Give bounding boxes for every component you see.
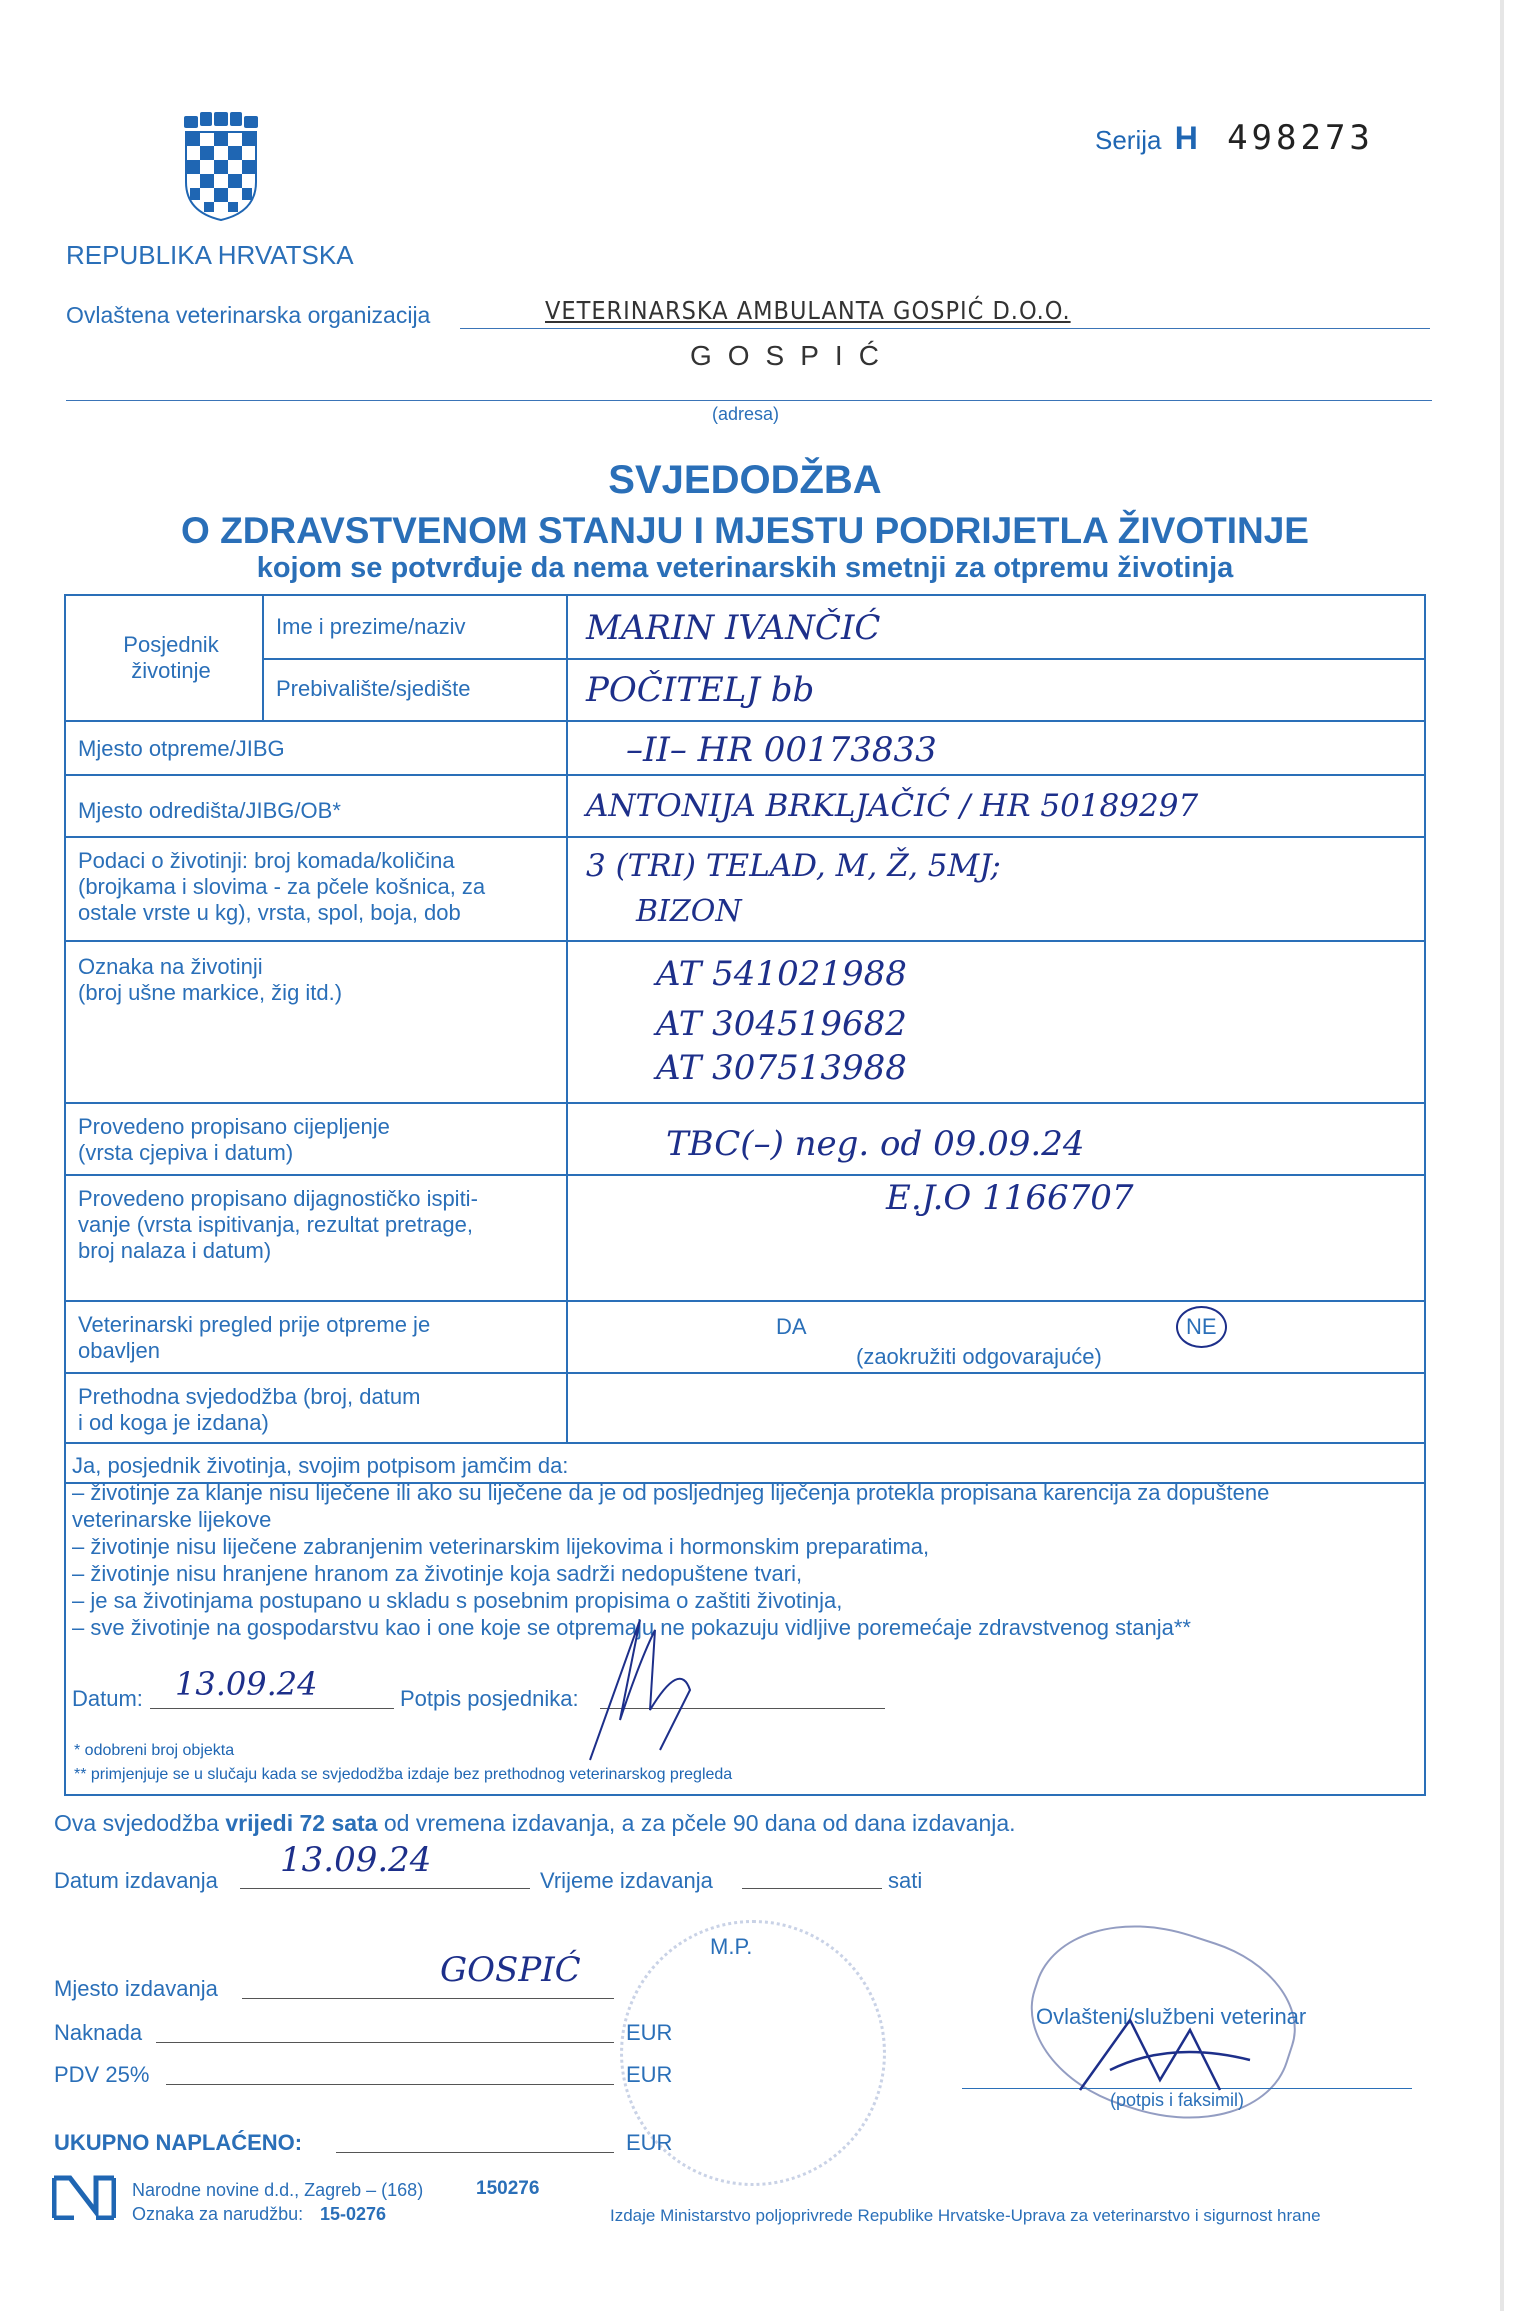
- vat-line: [166, 2054, 614, 2085]
- doc-subtitle: O ZDRAVSTVENOM STANJU I MJESTU PODRIJETLA ŽIVOTINJE: [181, 510, 1309, 551]
- diag-value: E.J.O 1166707: [886, 1178, 1134, 1218]
- vacc-label-1: Provedeno propisano cijepljenje: [78, 1114, 390, 1139]
- exam-yes: DA: [776, 1314, 807, 1339]
- mark-label-2: (broj ušne markice, žig itd.): [78, 980, 343, 1005]
- validity-post: od vremena izdavanja, a za pčele 90 dana od dana izdavanja.: [377, 1810, 1016, 1836]
- exam-no-circled: NE: [1176, 1306, 1227, 1348]
- issue-time-line: [742, 1858, 882, 1889]
- issuer: Izdaje Ministarstvo poljoprivrede Republike Hrvatske-Uprava za veterinarstvo i sigurnost hrane: [610, 2206, 1321, 2225]
- order-value: 15-0276: [320, 2204, 387, 2224]
- decl-item-3: – životinje nisu hranjene hranom za životinje koja sadrži nedopuštene tvari,: [72, 1561, 803, 1586]
- doc-title: SVJEDODŽBA: [608, 458, 882, 502]
- note-1: * odobreni broj objekta: [74, 1742, 235, 1759]
- exam-label-1: Veterinarski pregled prije otpreme je: [78, 1312, 431, 1337]
- decl-item-2: – životinje nisu liječene zabranjenim veterinarskim lijekovima i hormonskim preparatima,: [72, 1534, 930, 1559]
- residence-value: POČITELJ bb: [586, 670, 815, 710]
- mp-label: M.P.: [710, 1934, 753, 1959]
- validity-bold: vrijedi 72 sata: [225, 1810, 378, 1836]
- exam-hint: (zaokružiti odgovarajuće): [856, 1344, 1102, 1369]
- series-number: [1095, 118, 1374, 158]
- animal-label-2: (brojkama i slovima - za pčele košnica, za: [78, 874, 486, 899]
- decl-item-1a: – životinje za klanje nisu liječene ili ako su liječene da je od posljednjeg liječenja protekla propisana karencija za dopuštene: [72, 1480, 1270, 1505]
- decl-item-5: – sve životinje na gospodarstvu kao i one koje se otpremaju ne pokazuju vidljive poremećaje zdravstvenog stanja**: [72, 1615, 1191, 1640]
- dispatch-label: Mjesto otpreme/JIBG: [78, 736, 285, 761]
- page-edge: [1500, 0, 1504, 2311]
- dispatch-value: –II– HR 00173833: [626, 730, 937, 770]
- certificate-table: [64, 594, 1426, 1484]
- animal-label-1: Podaci o životinji: broj komada/količina: [78, 848, 455, 873]
- issue-date-label: Datum izdavanja: [54, 1868, 218, 1893]
- prev-label-1: Prethodna svjedodžba (broj, datum: [78, 1384, 421, 1409]
- mark-value-3: AT 307513988: [656, 1048, 907, 1088]
- vet-signature: [1070, 2000, 1270, 2110]
- order-label: Oznaka za narudžbu:: [132, 2204, 304, 2224]
- fee-currency: EUR: [626, 2020, 673, 2045]
- mark-value-2: AT 304519682: [656, 1004, 907, 1044]
- vacc-value: TBC(–) neg. od 09.09.24: [666, 1124, 1085, 1164]
- prev-label-2: i od koga je izdana): [78, 1410, 269, 1435]
- issue-date-value: 13.09.24: [280, 1840, 432, 1880]
- diag-label-2: vanje (vrsta ispitivanja, rezultat pretrage,: [78, 1212, 473, 1237]
- country-name: REPUBLIKA HRVATSKA: [66, 240, 354, 270]
- vet-hint: (potpis i faksimil): [1110, 2090, 1245, 2110]
- fee-label: Naknada: [54, 2020, 143, 2045]
- total-currency: EUR: [626, 2130, 673, 2155]
- animal-label-3: ostale vrste u kg), vrsta, spol, boja, dob: [78, 900, 461, 925]
- address-line: [66, 398, 1432, 401]
- place-label: Mjesto izdavanja: [54, 1976, 218, 2001]
- diag-label-1: Provedeno propisano dijagnostičko ispiti-: [78, 1186, 478, 1211]
- series-label: Serija: [1095, 125, 1162, 155]
- series-value: 498273: [1227, 118, 1374, 158]
- org-city: GOSPIĆ: [690, 340, 895, 371]
- decl-date-label: Datum:: [72, 1686, 143, 1711]
- validity-pre: Ova svjedodžba: [54, 1810, 226, 1836]
- total-label: UKUPNO NAPLAĆENO:: [54, 2130, 303, 2155]
- org-label: Ovlaštena veterinarska organizacija: [66, 302, 431, 328]
- issue-time-label: Vrijeme izdavanja: [540, 1868, 713, 1893]
- decl-item-1b: veterinarske lijekove: [72, 1507, 272, 1532]
- animal-value-1: 3 (TRI) TELAD, M, Ž, 5MJ;: [586, 848, 1001, 884]
- coat-of-arms-icon: [180, 112, 262, 222]
- vat-label: PDV 25%: [54, 2062, 150, 2087]
- org-value: VETERINARSKA AMBULANTA GOSPIĆ D.O.O.: [545, 296, 1071, 325]
- name-value: MARIN IVANČIĆ: [586, 608, 881, 648]
- destination-label: Mjesto odredišta/JIBG/OB*: [78, 798, 341, 823]
- name-label: Ime i prezime/naziv: [276, 614, 466, 639]
- decl-date-value: 13.09.24: [175, 1665, 318, 1703]
- mark-value-1: AT 541021988: [656, 954, 907, 994]
- fee-line: [156, 2012, 614, 2043]
- destination-value: ANTONIJA BRKLJAČIĆ / HR 50189297: [586, 788, 1199, 824]
- issue-time-unit: sati: [888, 1868, 923, 1893]
- decl-intro: Ja, posjednik životinja, svojim potpisom jamčim da:: [72, 1453, 569, 1478]
- decl-sign-label: Potpis posjednika:: [400, 1686, 579, 1711]
- validity-text: [54, 1810, 1016, 1837]
- vet-label: Ovlašteni/službeni veterinar: [1036, 2004, 1307, 2029]
- mark-label-1: Oznaka na životinji: [78, 954, 263, 979]
- note-2: ** primjenjuje se u slučaju kada se svjedodžba izdaje bez prethodnog veterinarskog pregleda: [74, 1766, 733, 1783]
- vacc-label-2: (vrsta cjepiva i datum): [78, 1140, 294, 1165]
- publisher: Narodne novine d.d., Zagreb – (168): [132, 2180, 424, 2200]
- total-line: [336, 2122, 614, 2153]
- residence-label: Prebivalište/sjedište: [276, 676, 471, 701]
- owner-signature: [580, 1600, 720, 1770]
- doc-subtitle-2: kojom se potvrđuje da nema veterinarskih smetnji za otpremu životinja: [256, 552, 1234, 584]
- series-letter: H: [1174, 120, 1198, 156]
- animal-value-2: BIZON: [636, 894, 742, 929]
- narodne-novine-logo-icon: [52, 2174, 116, 2220]
- vat-currency: EUR: [626, 2062, 673, 2087]
- decl-item-4: – je sa životinjama postupano u skladu s posebnim propisima o zaštiti životinja,: [72, 1588, 843, 1613]
- owner-label: Posjednik životinje: [123, 632, 219, 683]
- address-label: (adresa): [712, 404, 780, 424]
- exam-label-2: obavljen: [78, 1338, 160, 1363]
- place-value: GOSPIĆ: [440, 1950, 581, 1990]
- diag-label-3: broj nalaza i datum): [78, 1238, 272, 1263]
- publisher-code: 150276: [476, 2178, 540, 2199]
